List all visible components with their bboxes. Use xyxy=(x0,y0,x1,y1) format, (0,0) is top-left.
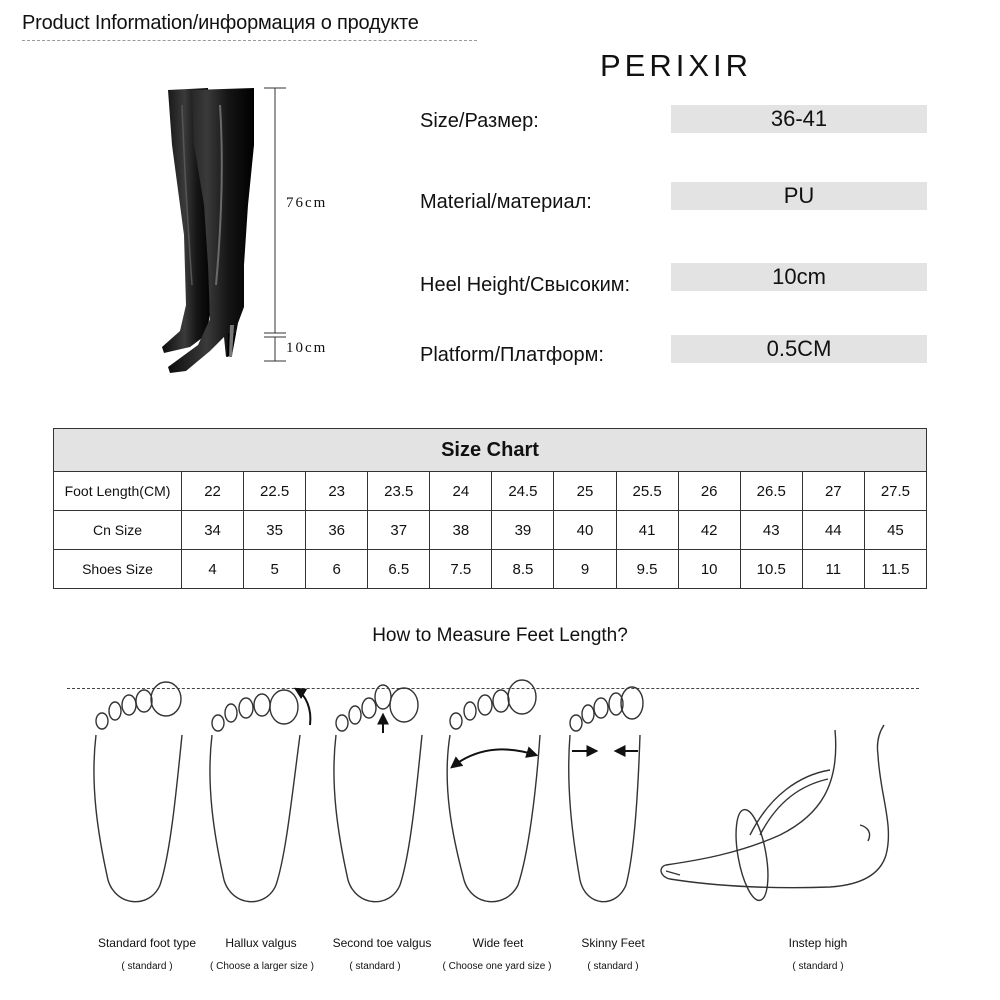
table-cell: 25.5 xyxy=(616,472,678,511)
row-header-cn-size: Cn Size xyxy=(54,511,182,550)
brand-logo: PERIXIR xyxy=(600,48,753,83)
table-cell: 44 xyxy=(802,511,864,550)
table-cell: 25 xyxy=(554,472,616,511)
foot-label-standard: Standard foot type xyxy=(97,936,197,950)
size-chart-table xyxy=(53,428,927,589)
table-cell: 26 xyxy=(678,472,740,511)
table-cell: 27 xyxy=(802,472,864,511)
spec-label-material: Material/материал: xyxy=(420,191,592,213)
title-divider xyxy=(22,40,477,41)
measure-title: How to Measure Feet Length? xyxy=(372,625,628,646)
table-row xyxy=(54,472,927,511)
table-cell: 40 xyxy=(554,511,616,550)
foot-note-standard: ( standard ) xyxy=(121,961,173,972)
heel-height-label: 10cm xyxy=(286,340,328,356)
boot-image xyxy=(150,85,370,385)
table-cell: 6.5 xyxy=(368,550,430,589)
table-cell: 36 xyxy=(306,511,368,550)
table-cell: 11 xyxy=(802,550,864,589)
size-chart-title: Size Chart xyxy=(54,429,927,472)
table-cell: 34 xyxy=(182,511,244,550)
table-cell: 8.5 xyxy=(492,550,554,589)
row-header-foot-length: Foot Length(CM) xyxy=(54,472,182,511)
table-cell: 23.5 xyxy=(368,472,430,511)
table-cell: 35 xyxy=(244,511,306,550)
standard-foot-icon xyxy=(94,682,182,902)
table-row xyxy=(54,550,927,589)
spec-value-platform: 0.5CM xyxy=(671,335,927,363)
row-header-shoes-size: Shoes Size xyxy=(54,550,182,589)
table-cell: 10 xyxy=(678,550,740,589)
foot-label-skinny: Skinny Feet xyxy=(581,936,645,950)
table-cell: 23 xyxy=(306,472,368,511)
foot-note-second-toe: ( standard ) xyxy=(349,961,401,972)
table-cell: 45 xyxy=(864,511,926,550)
foot-note-skinny: ( standard ) xyxy=(587,961,639,972)
foot-note-wide: ( Choose one yard size ) xyxy=(442,961,552,972)
wide-foot-icon xyxy=(447,680,540,902)
table-cell: 10.5 xyxy=(740,550,802,589)
table-cell: 22.5 xyxy=(244,472,306,511)
feet-illustration xyxy=(60,675,940,915)
table-cell: 7.5 xyxy=(430,550,492,589)
table-cell: 26.5 xyxy=(740,472,802,511)
table-cell: 24 xyxy=(430,472,492,511)
table-cell: 39 xyxy=(492,511,554,550)
foot-label-instep: Instep high xyxy=(788,936,848,950)
table-cell: 22 xyxy=(182,472,244,511)
spec-label-heel: Heel Height/Свысоким: xyxy=(420,274,631,296)
spec-value-heel: 10cm xyxy=(671,263,927,291)
spec-value-size: 36-41 xyxy=(671,105,927,133)
table-cell: 43 xyxy=(740,511,802,550)
foot-label-second-toe: Second toe valgus xyxy=(332,936,432,950)
instep-high-foot-icon xyxy=(661,725,888,903)
foot-label-hallux: Hallux valgus xyxy=(225,936,297,950)
table-cell: 38 xyxy=(430,511,492,550)
foot-label-wide: Wide feet xyxy=(472,936,524,950)
spec-label-size: Size/Размер: xyxy=(420,110,539,132)
hallux-valgus-foot-icon xyxy=(210,689,310,902)
table-cell: 42 xyxy=(678,511,740,550)
table-cell: 11.5 xyxy=(864,550,926,589)
spec-value-material: PU xyxy=(671,182,927,210)
spec-label-platform: Platform/Платформ: xyxy=(420,344,604,366)
shaft-height-label: 76cm xyxy=(286,195,328,211)
table-cell: 9 xyxy=(554,550,616,589)
second-toe-valgus-foot-icon xyxy=(334,685,422,902)
skinny-foot-icon xyxy=(569,687,643,902)
table-cell: 6 xyxy=(306,550,368,589)
table-cell: 37 xyxy=(368,511,430,550)
table-cell: 9.5 xyxy=(616,550,678,589)
table-cell: 4 xyxy=(182,550,244,589)
table-cell: 27.5 xyxy=(864,472,926,511)
table-cell: 41 xyxy=(616,511,678,550)
table-row xyxy=(54,511,927,550)
page-title: Product Information/информация о продукте xyxy=(22,12,419,34)
foot-note-instep: ( standard ) xyxy=(792,961,844,972)
table-cell: 5 xyxy=(244,550,306,589)
table-cell: 24.5 xyxy=(492,472,554,511)
foot-note-hallux: ( Choose a larger size ) xyxy=(210,961,314,972)
